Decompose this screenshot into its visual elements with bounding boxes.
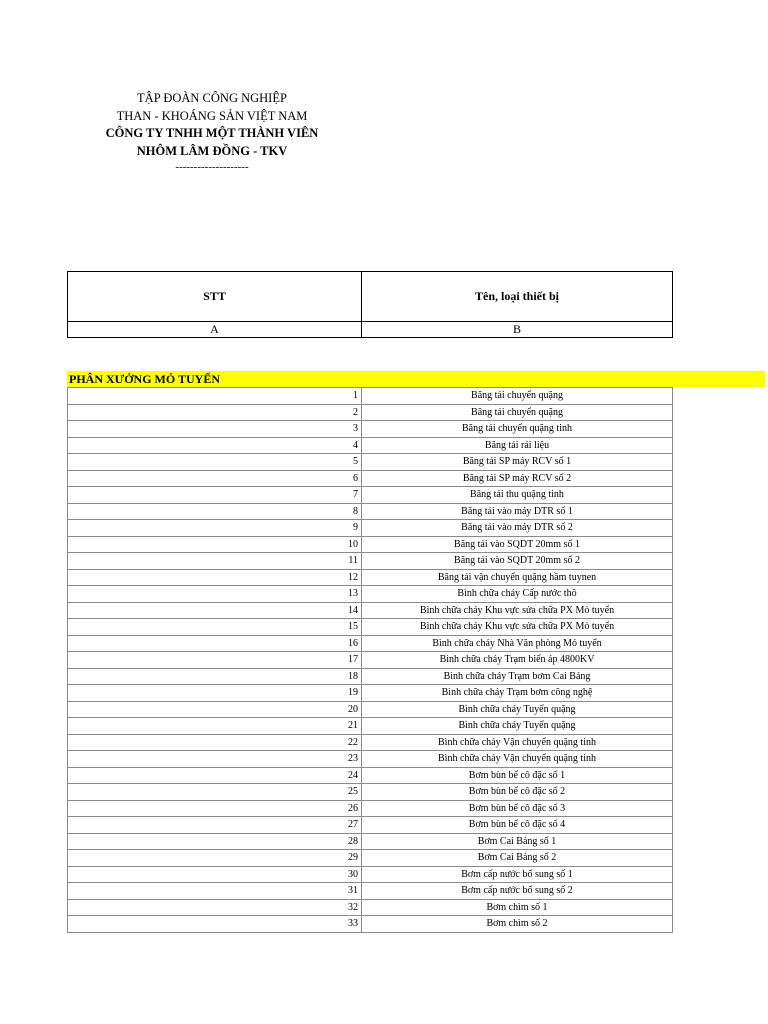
- row-stt: 19: [68, 685, 362, 702]
- row-equipment-name: Bình chữa cháy Cấp nước thô: [362, 586, 673, 603]
- row-equipment-name: Bình chữa cháy Trạm bơm công nghệ: [362, 685, 673, 702]
- row-equipment-name: Bơm bùn bể cô đặc số 4: [362, 817, 673, 834]
- table-row: [68, 421, 673, 438]
- row-equipment-name: Bình chữa cháy Tuyển quặng: [362, 701, 673, 718]
- column-subheader-a: A: [68, 322, 362, 338]
- row-equipment-name: Băng tải chuyển quặng tinh: [362, 421, 673, 438]
- table-row: [68, 734, 673, 751]
- row-stt: 32: [68, 899, 362, 916]
- table-row: [68, 437, 673, 454]
- row-stt: 26: [68, 800, 362, 817]
- row-stt: 21: [68, 718, 362, 735]
- table-row: [68, 883, 673, 900]
- row-stt: 30: [68, 866, 362, 883]
- table-row: [68, 685, 673, 702]
- row-stt: 25: [68, 784, 362, 801]
- table-row: [68, 767, 673, 784]
- row-equipment-name: Băng tải rải liệu: [362, 437, 673, 454]
- row-stt: 27: [68, 817, 362, 834]
- row-equipment-name: Băng tải vào SQDT 20mm số 1: [362, 536, 673, 553]
- column-header-name: Tên, loại thiết bị: [362, 272, 673, 322]
- row-stt: 18: [68, 668, 362, 685]
- header-line-company-name: NHÔM LÂM ĐỒNG - TKV: [136, 143, 288, 158]
- table-row: [68, 800, 673, 817]
- table-row: [68, 586, 673, 603]
- table-row: [68, 454, 673, 471]
- table-row: [68, 520, 673, 537]
- table-row: [68, 916, 673, 933]
- row-equipment-name: Bơm bùn bể cô đặc số 2: [362, 784, 673, 801]
- header-line-group: TẬP ĐOÀN CÔNG NGHIỆP: [137, 91, 287, 105]
- row-stt: 9: [68, 520, 362, 537]
- column-header-row: [68, 272, 673, 322]
- table-row: [68, 652, 673, 669]
- row-equipment-name: Bình chữa cháy Vận chuyển quặng tinh: [362, 751, 673, 768]
- table-row: [68, 635, 673, 652]
- row-equipment-name: Bình chữa cháy Vận chuyển quặng tinh: [362, 734, 673, 751]
- row-stt: 24: [68, 767, 362, 784]
- row-equipment-name: Bình chữa cháy Tuyển quặng: [362, 718, 673, 735]
- row-stt: 17: [68, 652, 362, 669]
- organization-header: [67, 90, 357, 174]
- row-stt: 16: [68, 635, 362, 652]
- row-equipment-name: Bơm chìm số 2: [362, 916, 673, 933]
- equipment-table-body: [68, 388, 673, 933]
- row-stt: 7: [68, 487, 362, 504]
- table-row: [68, 569, 673, 586]
- table-row: [68, 388, 673, 405]
- section-title: PHÂN XƯỞNG MỎ TUYỂN: [67, 371, 765, 387]
- table-row: [68, 487, 673, 504]
- table-row: [68, 784, 673, 801]
- table-row: [68, 503, 673, 520]
- table-row: [68, 602, 673, 619]
- row-equipment-name: Băng tải vào máy DTR số 1: [362, 503, 673, 520]
- row-equipment-name: Băng tải vận chuyển quặng hầm tuynen: [362, 569, 673, 586]
- row-equipment-name: Bơm Cai Bảng số 1: [362, 833, 673, 850]
- row-equipment-name: Bơm bùn bể cô đặc số 3: [362, 800, 673, 817]
- table-row: [68, 866, 673, 883]
- row-stt: 8: [68, 503, 362, 520]
- row-equipment-name: Bơm cấp nước bổ sung số 1: [362, 866, 673, 883]
- row-stt: 23: [68, 751, 362, 768]
- row-equipment-name: Bình chữa cháy Trạm bơm Cai Bảng: [362, 668, 673, 685]
- row-stt: 6: [68, 470, 362, 487]
- row-stt: 28: [68, 833, 362, 850]
- row-equipment-name: Bơm chìm số 1: [362, 899, 673, 916]
- table-row: [68, 850, 673, 867]
- header-line-corp: THAN - KHOÁNG SẢN VIỆT NAM: [116, 108, 308, 123]
- table-row: [68, 701, 673, 718]
- column-header-stt: STT: [68, 272, 362, 322]
- table-row: [68, 817, 673, 834]
- header-line-company: CÔNG TY TNHH MỘT THÀNH VIÊN: [105, 126, 319, 140]
- row-stt: 12: [68, 569, 362, 586]
- header-separator: --------------------: [175, 161, 249, 173]
- row-equipment-name: Bình chữa cháy Trạm biến áp 4800KV: [362, 652, 673, 669]
- row-equipment-name: Băng tải thu quặng tinh: [362, 487, 673, 504]
- table-row: [68, 470, 673, 487]
- table-row: [68, 668, 673, 685]
- row-stt: 13: [68, 586, 362, 603]
- row-stt: 33: [68, 916, 362, 933]
- row-stt: 2: [68, 404, 362, 421]
- row-equipment-name: Bình chữa cháy Nhà Văn phòng Mỏ tuyển: [362, 635, 673, 652]
- row-equipment-name: Băng tải vào SQDT 20mm số 2: [362, 553, 673, 570]
- row-stt: 1: [68, 388, 362, 405]
- column-header-table: [67, 271, 673, 338]
- column-subheader-b: B: [362, 322, 673, 338]
- table-row: [68, 751, 673, 768]
- row-equipment-name: Bơm Cai Bảng số 2: [362, 850, 673, 867]
- column-subheader-row: [68, 322, 673, 338]
- table-row: [68, 899, 673, 916]
- table-row: [68, 536, 673, 553]
- row-stt: 29: [68, 850, 362, 867]
- row-stt: 20: [68, 701, 362, 718]
- row-equipment-name: Bơm cấp nước bổ sung số 2: [362, 883, 673, 900]
- row-equipment-name: Băng tải SP máy RCV số 2: [362, 470, 673, 487]
- table-row: [68, 404, 673, 421]
- row-stt: 14: [68, 602, 362, 619]
- row-equipment-name: Băng tải chuyển quặng: [362, 388, 673, 405]
- row-equipment-name: Băng tải SP máy RCV số 1: [362, 454, 673, 471]
- row-stt: 10: [68, 536, 362, 553]
- row-stt: 4: [68, 437, 362, 454]
- table-row: [68, 718, 673, 735]
- row-stt: 3: [68, 421, 362, 438]
- row-equipment-name: Bơm bùn bể cô đặc số 1: [362, 767, 673, 784]
- row-equipment-name: Bình chữa cháy Khu vực sửa chữa PX Mỏ tuyển: [362, 619, 673, 636]
- row-equipment-name: Bình chữa cháy Khu vực sửa chữa PX Mỏ tuyển: [362, 602, 673, 619]
- row-stt: 22: [68, 734, 362, 751]
- row-stt: 5: [68, 454, 362, 471]
- row-stt: 31: [68, 883, 362, 900]
- row-stt: 11: [68, 553, 362, 570]
- row-equipment-name: Băng tải chuyển quặng: [362, 404, 673, 421]
- table-row: [68, 833, 673, 850]
- row-stt: 15: [68, 619, 362, 636]
- equipment-table: [67, 387, 673, 933]
- row-equipment-name: Băng tải vào máy DTR số 2: [362, 520, 673, 537]
- table-row: [68, 553, 673, 570]
- table-row: [68, 619, 673, 636]
